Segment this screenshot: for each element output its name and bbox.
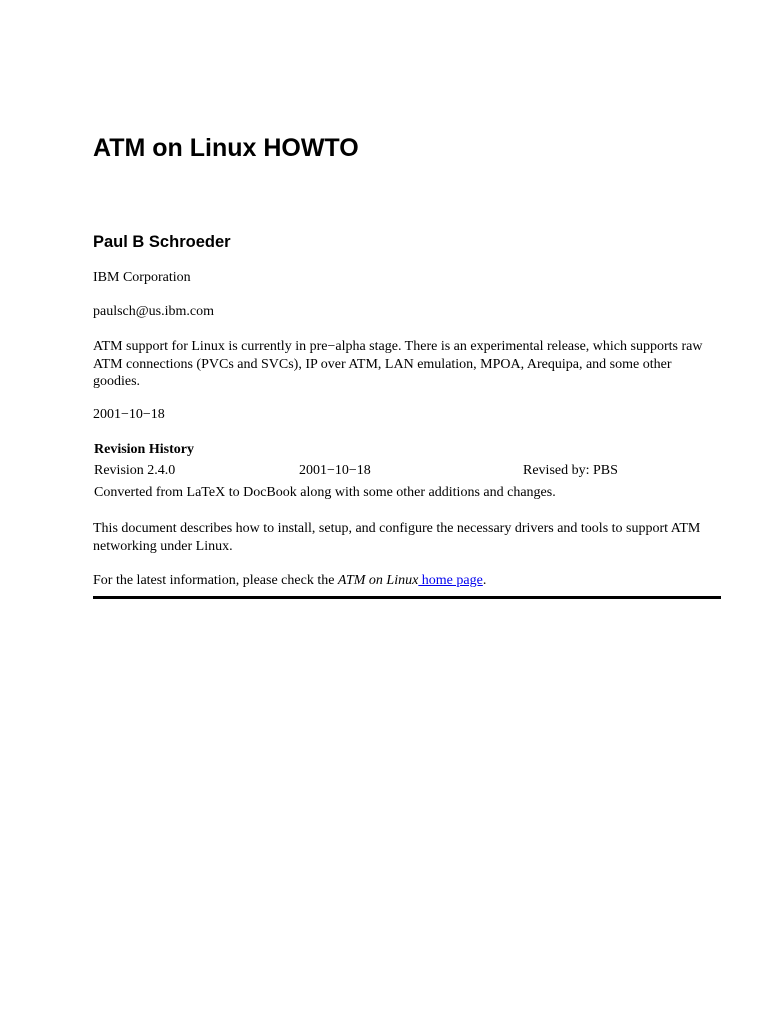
abstract-paragraph: ATM support for Linux is currently in pre−alpha stage. There is an experimental release, which supports raw ATM connections (PVCs and SVCs), IP over ATM, LAN emulation, MPOA, Arequipa, and some other goodies.: [93, 339, 703, 389]
horizontal-rule: [93, 596, 721, 599]
description-paragraph: This document describes how to install, setup, and configure the necessary drivers and tools to support ATM networking under Linux.: [93, 521, 701, 554]
publication-date: 2001−10−18: [93, 407, 165, 422]
revision-date: 2001−10−18: [299, 463, 371, 478]
latest-info-prefix: For the latest information, please check the: [93, 573, 338, 588]
atm-on-linux-emphasis: ATM on Linux: [337, 573, 419, 588]
home-page-link[interactable]: home page: [418, 573, 483, 588]
revision-history-heading: Revision History: [94, 442, 194, 457]
revision-author: Revised by: PBS: [523, 463, 618, 478]
revision-row: [94, 462, 721, 480]
author-name: Paul B Schroeder: [93, 233, 231, 251]
latest-info-paragraph: [93, 572, 486, 590]
revision-remark: Converted from LaTeX to DocBook along with some other additions and changes.: [94, 485, 556, 500]
author-email: paulsch@us.ibm.com: [93, 304, 214, 319]
document-title: ATM on Linux HOWTO: [93, 134, 359, 162]
revision-number: Revision 2.4.0: [94, 463, 176, 478]
author-affiliation: IBM Corporation: [93, 270, 191, 285]
latest-info-suffix: .: [482, 573, 487, 588]
